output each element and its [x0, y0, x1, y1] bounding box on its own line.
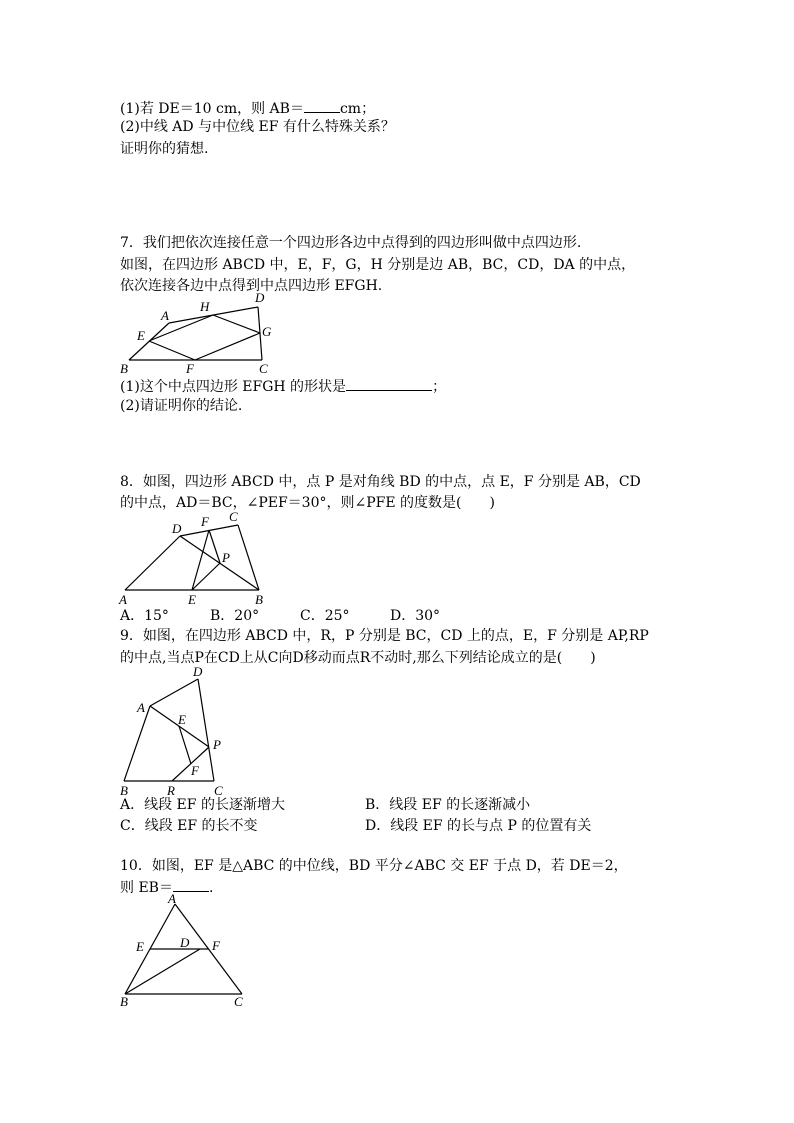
q7-line2: 如图，在四边形 ABCD 中，E，F，G，H 分别是边 AB，BC，CD，DA 的中点，	[120, 257, 636, 273]
q6-prove: 证明你的猜想.	[120, 141, 209, 157]
segment-ef	[179, 726, 191, 764]
point-a: A	[137, 700, 145, 715]
point-b: B	[120, 361, 128, 376]
q7-part1	[120, 376, 446, 396]
edge-eh	[149, 315, 213, 341]
q8-option-a[interactable]: A．15°	[120, 608, 169, 624]
q9-option-b[interactable]: B．线段 EF 的长逐渐减小	[365, 797, 531, 813]
point-c: C	[229, 509, 238, 524]
point-b: B	[120, 783, 128, 798]
point-h: H	[200, 299, 210, 314]
q7-part1-end: ；	[432, 379, 447, 395]
q10-figure	[115, 890, 260, 1010]
edge-cb	[238, 525, 259, 590]
point-d: D	[255, 290, 265, 305]
answer-blank[interactable]	[346, 376, 432, 391]
q6-part1-text: (1)若 DE＝10 cm，则 AB＝	[120, 101, 304, 117]
point-b: B	[120, 994, 128, 1009]
point-f: F	[191, 763, 199, 778]
edge-ad	[150, 679, 198, 706]
q7-part1-text: (1)这个中点四边形 EFGH 的形状是	[120, 379, 347, 395]
point-d: D	[172, 521, 182, 536]
edge-ad	[125, 536, 180, 590]
q9-line2: 的中点,当点P在CD上从C向D移动而点R不动时,那么下列结论成立的是( )	[120, 650, 596, 666]
q8-option-b[interactable]: B．20°	[210, 608, 260, 624]
q9-option-d[interactable]: D．线段 EF 的长与点 P 的位置有关	[365, 818, 592, 834]
point-a: A	[161, 308, 169, 323]
q6-part1-unit: cm；	[339, 101, 376, 117]
point-a: A	[119, 592, 127, 607]
q7-part2: (2)请证明你的结论.	[120, 398, 243, 414]
point-f: F	[186, 361, 194, 376]
point-p: P	[222, 550, 230, 565]
q10-line1: 10．如图，EF 是△ABC 的中位线，BD 平分∠ABC 交 EF 于点 D，若 DE＝2，	[120, 858, 628, 874]
q7-line3: 依次连接各边中点得到中点四边形 EFGH.	[120, 278, 383, 294]
edge-gf	[195, 333, 260, 360]
q8-figure	[115, 506, 275, 606]
q6-part2: (2)中线 AD 与中位线 EF 有什么特殊关系？	[120, 119, 395, 135]
q9-figure	[115, 664, 240, 799]
edge-ab	[124, 706, 150, 781]
q8-line2: 的中点，AD＝BC，∠PEF＝30°，则∠PFE 的度数是( )	[120, 495, 495, 511]
point-e: E	[188, 592, 196, 607]
point-c: C	[259, 361, 268, 376]
edge-hg	[213, 315, 260, 333]
point-f: F	[201, 514, 209, 529]
q7-figure	[115, 290, 285, 380]
point-p: P	[213, 737, 221, 752]
answer-blank[interactable]	[304, 98, 340, 113]
point-d: D	[193, 664, 203, 679]
point-b: B	[255, 592, 263, 607]
point-e: E	[136, 939, 144, 954]
point-e: E	[178, 712, 186, 727]
point-e: E	[137, 328, 145, 343]
bisector-bd	[125, 949, 200, 994]
q10-line2-text: 则 EB＝	[120, 880, 173, 896]
point-a: A	[168, 891, 176, 906]
point-r: R	[167, 783, 175, 798]
q9-option-a[interactable]: A．线段 EF 的长逐渐增大	[120, 797, 285, 813]
q8-option-c[interactable]: C．25°	[300, 608, 350, 624]
point-c: C	[214, 783, 223, 798]
segment-fp	[209, 530, 220, 563]
edge-fe	[149, 341, 195, 360]
point-g: G	[262, 324, 272, 339]
q10-line2-end: .	[208, 880, 214, 896]
point-f: F	[212, 938, 220, 953]
point-c: C	[234, 994, 243, 1009]
edge-dc	[198, 679, 214, 781]
q8-line1: 8．如图，四边形 ABCD 中，点 P 是对角线 BD 的中点，点 E，F 分别是 AB，CD	[120, 474, 641, 490]
q9-line1: 9．如图，在四边形 ABCD 中，R，P 分别是 BC，CD 上的点，E，F 分别是 AP,RP	[120, 628, 649, 644]
q9-option-c[interactable]: C．线段 EF 的长不变	[120, 818, 258, 834]
point-d: D	[180, 935, 190, 950]
q6-part1	[120, 98, 375, 118]
q8-option-d[interactable]: D．30°	[390, 608, 441, 624]
q7-line1: 7．我们把依次连接任意一个四边形各边中点得到的四边形叫做中点四边形.	[120, 235, 582, 251]
